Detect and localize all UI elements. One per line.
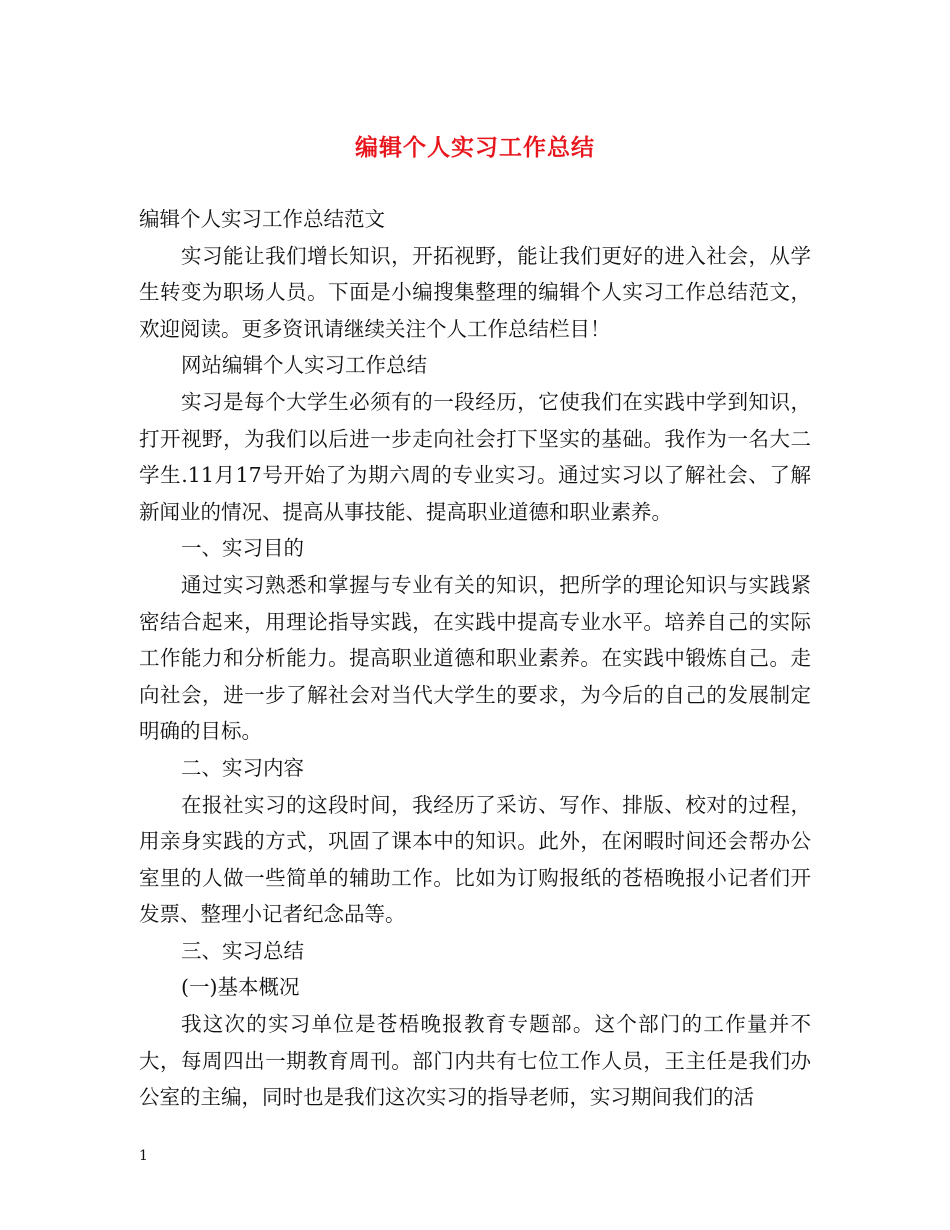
page-number: 1 <box>139 1148 148 1164</box>
subsection-heading: (一)基本概况 <box>181 975 300 1000</box>
paragraph: 我这次的实习单位是苍梧晚报教育专题部。这个部门的工作量并不大，每周四出一期教育周刊。部门内共有七位工作人员，王主任是我们办公室的主编，同时也是我们这次实习的指导老师，实习期间我们的活 <box>139 1012 811 1110</box>
paragraph: 网站编辑个人实习工作总结 <box>181 353 427 378</box>
paragraph: 实习是每个大学生必须有的一段经历，它使我们在实践中学到知识，打开视野，为我们以后进一步走向社会打下坚实的基础。我作为一名大二学生.11月17号开始了为期六周的专业实习。通过实习以了解社会、了解新闻业的情况、提高从事技能、提高职业道德和职业素养。 <box>139 389 811 524</box>
paragraph: 编辑个人实习工作总结范文 <box>139 207 385 231</box>
document-title: 编辑个人实习工作总结 <box>355 134 595 161</box>
section-heading: 一、实习目的 <box>181 536 304 561</box>
paragraph: 实习能让我们增长知识，开拓视野，能让我们更好的进入社会，从学生转变为职场人员。下面是小编搜集整理的编辑个人实习工作总结范文，欢迎阅读。更多资讯请继续关注个人工作总结栏目！ <box>139 243 811 341</box>
paragraph: 通过实习熟悉和掌握与专业有关的知识，把所学的理论知识与实践紧密结合起来，用理论指导实践，在实践中提高专业水平。培养自己的实际工作能力和分析能力。提高职业道德和职业素养。在实践中锻炼自己。走向社会，进一步了解社会对当代大学生的要求，为今后的自己的发展制定明确的目标。 <box>139 572 811 744</box>
paragraph: 在报社实习的这段时间，我经历了采访、写作、排版、校对的过程，用亲身实践的方式，巩固了课本中的知识。此外，在闲暇时间还会帮办公室里的人做一些简单的辅助工作。比如为订购报纸的苍梧晚报小记者们开发票、整理小记者纪念品等。 <box>139 792 811 927</box>
section-heading: 二、实习内容 <box>181 755 304 780</box>
section-heading: 三、实习总结 <box>181 938 304 963</box>
document-body <box>139 201 811 1116</box>
